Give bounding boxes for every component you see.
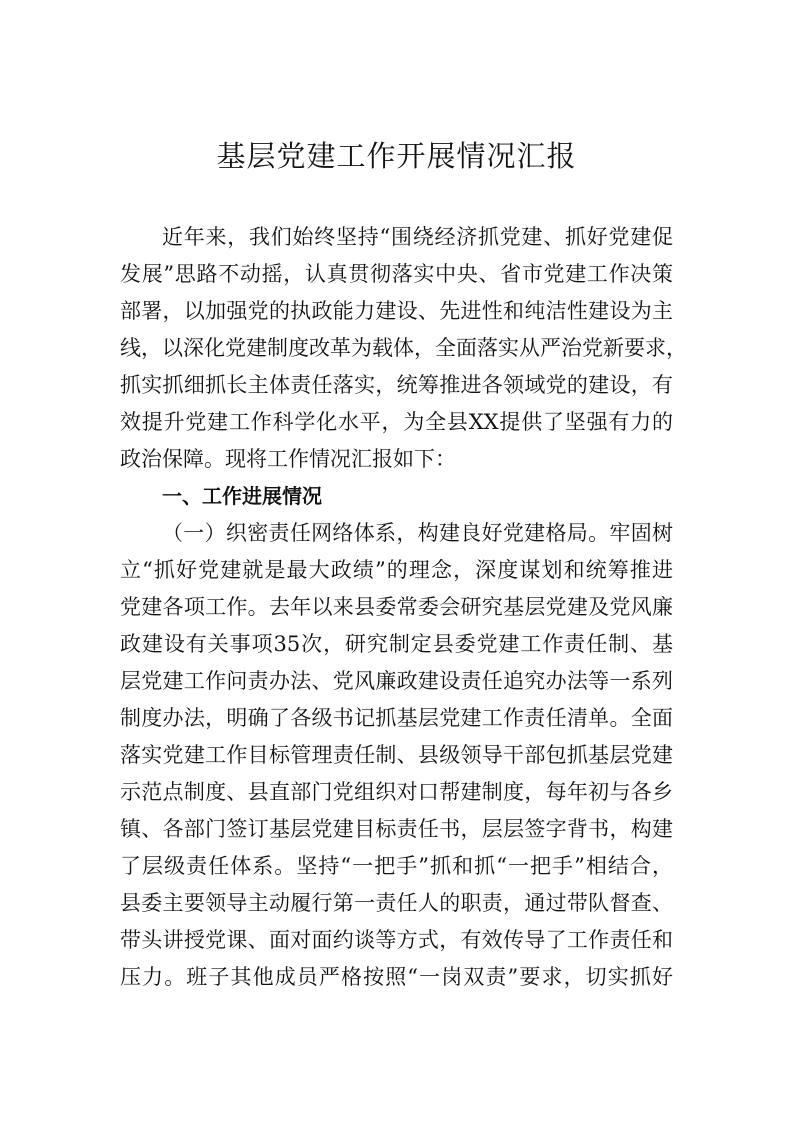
body-line: 立“抓好党建就是最大政绩”的理念，深度谋划和统筹推进 [120, 558, 673, 582]
intro-line: 效提升党建工作科学化水平，为全县XX提供了坚强有力的 [120, 410, 673, 434]
body-line: 落实党建工作目标管理责任制、县级领导干部包抓基层党建 [120, 743, 673, 767]
intro-line: 线，以深化党建制度改革为载体，全面落实从严治党新要求， [120, 336, 687, 360]
intro-line: 发展”思路不动摇，认真贯彻落实中央、省市党建工作决策 [120, 262, 673, 286]
body-line: 制度办法，明确了各级书记抓基层党建工作责任清单。全面 [120, 706, 673, 730]
body-line: 了层级责任体系。坚持“一把手”抓和抓“一把手”相结合， [120, 854, 673, 878]
body-line: 带头讲授党课、面对面约谈等方式，有效传导了工作责任和 [120, 928, 673, 952]
body-line: 镇、各部门签订基层党建目标责任书，层层签字背书，构建 [120, 817, 673, 841]
body-line: 示范点制度、县直部门党组织对口帮建制度，每年初与各乡 [120, 780, 673, 804]
body-line: （一）织密责任网络体系，构建良好党建格局。牢固树 [162, 521, 673, 545]
body-line: 政建设有关事项35次，研究制定县委党建工作责任制、基 [120, 632, 673, 656]
body-line: 压力。班子其他成员严格按照“一岗双责”要求，切实抓好 [120, 965, 673, 989]
body-line: 层党建工作问责办法、党风廉政建设责任追究办法等一系列 [120, 669, 673, 693]
intro-line: 近年来，我们始终坚持“围绕经济抓党建、抓好党建促 [162, 225, 673, 249]
body-line: 县委主要领导主动履行第一责任人的职责，通过带队督查、 [120, 891, 673, 915]
intro-line: 政治保障。现将工作情况汇报如下： [120, 447, 456, 471]
section-heading: 一、工作进展情况 [162, 484, 322, 508]
intro-line: 抓实抓细抓长主体责任落实，统筹推进各领域党的建设，有 [120, 373, 673, 397]
intro-line: 部署，以加强党的执政能力建设、先进性和纯洁性建设为主 [120, 299, 673, 323]
body-line: 党建各项工作。去年以来县委常委会研究基层党建及党风廉 [120, 595, 673, 619]
document-title: 基层党建工作开展情况汇报 [216, 139, 577, 173]
